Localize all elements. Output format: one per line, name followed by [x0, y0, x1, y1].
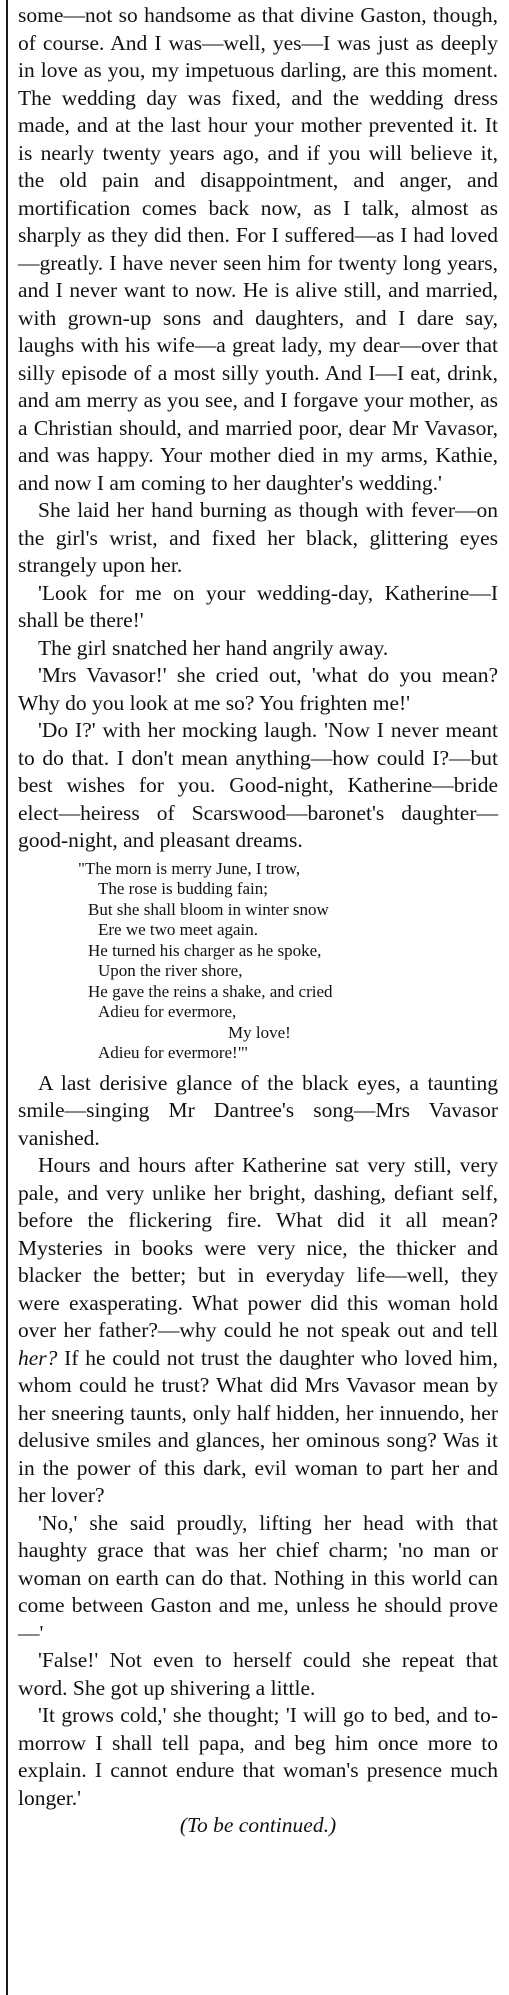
poem-line: "The morn is merry June, I trow,: [78, 858, 301, 878]
paragraph: 'Look for me on your wedding-day, Katherine—I shall be there!': [18, 580, 498, 632]
paragraph: She laid her hand burning as though with fever—on the girl's wrist, and fixed her black, glittering eyes strangely upon her.: [18, 498, 498, 577]
article-column: [18, 2, 498, 1840]
paragraph: 'It grows cold,' she thought; 'I will go to bed, and to-morrow I shall tell papa, and beg him once more to explain. I cannot endure that woman's presence much longer.': [18, 1703, 498, 1810]
poem-verse: [78, 859, 498, 1064]
paragraph: 'No,' she said proudly, lifting her head with that haughty grace that was her chief charm; 'no man or woman on earth can do that. Nothing in this world can come between Gaston and me, unless he should prove—': [18, 1510, 498, 1645]
poem-line: Ere we two meet again.: [98, 920, 259, 939]
paragraph: [18, 1152, 498, 1510]
paragraph: 'False!' Not even to herself could she repeat that word. She got up shivering a little.: [18, 1648, 498, 1700]
poem-line: Adieu for evermore,: [98, 1002, 237, 1021]
poem-line: He gave the reins a shake, and cried: [88, 981, 333, 1001]
poem-line: Upon the river shore,: [98, 961, 243, 980]
emphasis-text: her?: [18, 1345, 58, 1370]
paragraph: A last derisive glance of the black eyes, a taunting smile—singing Mr Dantree's song—Mrs Vavasor vanished.: [18, 1070, 498, 1150]
paragraph-text: If he could not trust the daughter who loved him, whom could he trust? What did Mrs Vavasor mean by her sneering taunts, only half hidden, her innuendo, her delusive smiles and glances, her ominous song? Was it in the power of this dark, evil woman to part her and her lover?: [18, 1345, 498, 1507]
poem-line: Adieu for evermore!"': [98, 1043, 248, 1062]
paragraph: 'Mrs Vavasor!' she cried out, 'what do you mean? Why do you look at me so? You frighten me!': [18, 663, 498, 715]
poem-line: But she shall bloom in winter snow: [88, 899, 329, 919]
poem-line: The rose is budding fain;: [98, 879, 268, 898]
paragraph-text: Hours and hours after Katherine sat very still, very pale, and very unlike her bright, dashing, defiant self, before the flickering fire. What did it all mean? Mysteries in books were very nice, the thicker and blacker the better; but in everyday life—well, they were exasperating. What power did this woman hold over her father?—why could he not speak out and tell: [18, 1153, 498, 1342]
poem-line: My love!: [228, 1022, 291, 1042]
to-be-continued: (To be continued.): [179, 1813, 337, 1837]
poem-line: He turned his charger as he spoke,: [88, 940, 322, 960]
paragraph: some—not so handsome as that divine Gaston, though, of course. And I was—well, yes—I was just as deeply in love as you, my impetuous darling, are this moment. The wedding day was fixed, and the wedding dress made, and at the last hour your mother prevented it. It is nearly twenty years ago, and if you will believe it, the old pain and disappointment, and anger, and mortification comes back now, as I talk, almost as sharply as they did then. For I suffered—as I had loved—greatly. I have never seen him for twenty long years, and I never want to now. He is alive still, and married, with grown-up sons and daughters, and I dare say, laughs with his wife—a great lady, my dear—over that silly episode of a most silly youth. And I—I eat, drink, and am merry as you see, and I forgave your mother, as a Christian should, and married poor, dear Mr Vavasor, and was happy. Your mother died in my arms, Kathie, and now I am coming to her daughter's wedding.': [18, 3, 498, 495]
paragraph: The girl snatched her hand angrily away.: [38, 635, 389, 660]
column-rule: [6, 0, 8, 1995]
paragraph: 'Do I?' with her mocking laugh. 'Now I never meant to do that. I don't mean anything—how could I?—but best wishes for you. Good-night, Katherine—bride elect—heiress of Scarswood—baronet's daughter—good-night, and pleasant dreams.: [18, 718, 498, 852]
